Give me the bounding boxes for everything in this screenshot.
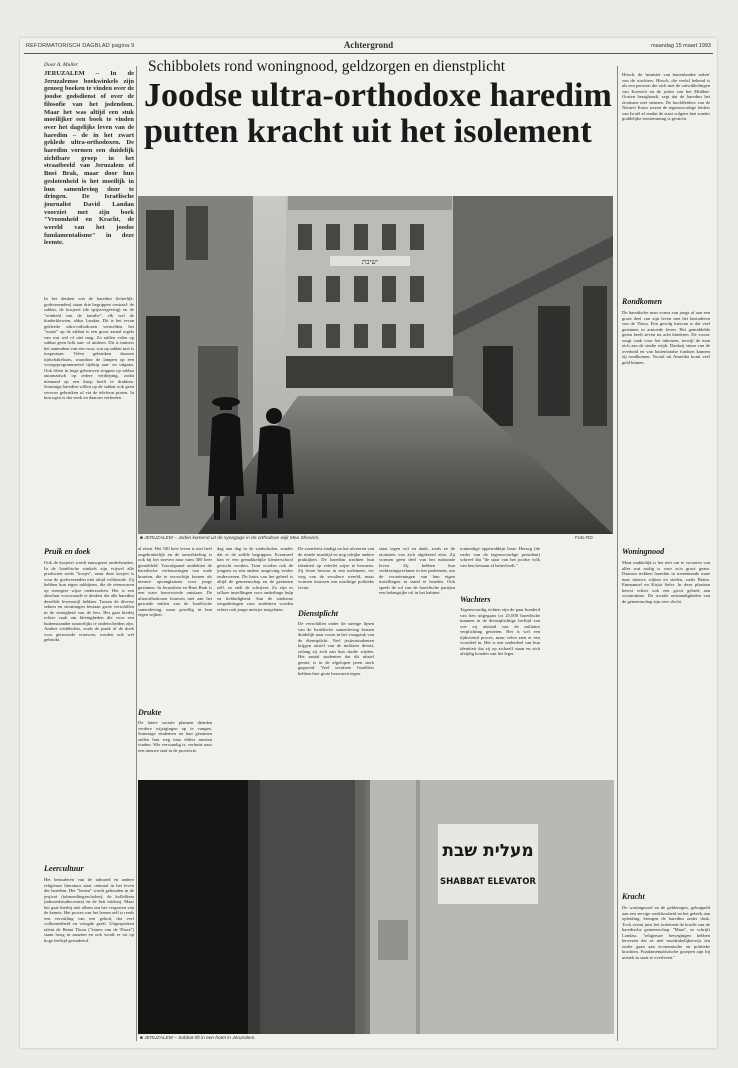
header-rule [24, 53, 713, 54]
section-heading-woningnood: Woningnood [622, 547, 665, 556]
section-heading-wachters: Wachters [460, 595, 491, 604]
photo-shabbat-elevator [138, 780, 614, 1034]
page-header [20, 40, 717, 54]
elevator-sign-english: SHABBAT ELEVATOR [440, 877, 536, 887]
section-heading-pruik: Pruik en doek [44, 547, 91, 556]
street-scene-illustration [138, 196, 613, 534]
section-heading-dienstplicht: Dienstplicht [298, 609, 339, 618]
section-drukte-body: De latere sociale plannen dienden verdere wijzigingen op te vangen. Sommige studenten en hun gezinnen zullen hun weg naar elders moeten vinden. Wie verstandig is, verhuist naar een nieuwe stad in de provincie. [138, 720, 212, 753]
section-title: Achtergrond [343, 40, 394, 50]
publication-name: REFORMATORISCH DAGBLAD pagina 9 [26, 43, 135, 49]
caption-bullet-icon: ■ [140, 536, 145, 541]
top-photo-credit: Foto RD [575, 536, 593, 541]
section-woningnood-body: Maar makkelijk is het niet om te voorzien van alles wat nodig is voor zo'n groot gezin. Daarom trekken haredim in toenemende mate naar nieuwe wijken en steden, zoals Beitar, Emmanuel en Kirjat Sefer. In deze plaatsen heerst echter ook een groot gebrek aan woonruimte. De sociale omstandigheden van de gemeenschap zijn zeer slecht. [622, 560, 710, 604]
section-heading-drukte: Drukte [138, 708, 162, 717]
headline-line-1: Joodse ultra-orthodoxe haredim [144, 77, 612, 114]
col7-body: Hirsch, de 'minister van buitenlandse zaken' van de wachters. Hirsch, die veelal bekend is als een persoon die zich met de ontwikkelingen van Koeweit en de joden van het Midden-Oosten bezighoudt, zegt dat de haredim het zionisme niet steunen. De hoofdleiders van de Neturei Karta wezen de tegenwoordige leiders van Israël af omdat de staat volgens hen zonder goddelijke toestemming is gesticht. [622, 72, 710, 121]
section-heading-rondkomen: Rondkomen [622, 297, 663, 306]
section-pruik-body: Ook de kosjeret wordt nauwgezet onderhouden. In de Israëlische winkels zijn vrijwel alle producten reeds "kosjer", maar deze kosjert is voor de godvrezenden niet altijd voldoende. Zij hebben hun eigen rabbijnen, die de etenswaren op strengere wijze onderzoeken. Het is een absoluut voorwaarde te denken dat alle haredim dezelfde levensstijl hebben. Tussen de diverse sekten en stromingen bestaan grote verschillen in de strengheid van de leer. Het gaat hierbij echter vaak om kleinigheden die voor een buitenstaander nauwelijks te onderscheiden zijn. Andere schibbolets, zoals de pruik of de doek voor getrouwde vrouwen, worden ook wel gebruikt. [44, 560, 134, 642]
column-rule [136, 66, 137, 1041]
top-photo-caption-text: JERUZALEM – Joden komend uit de synagoge in de orthodoxe wijk Mea Shearim. [144, 536, 320, 541]
section-leercultuur-body: Het bestuderen van de talmoed en andere religieuze literatuur staat centraal in het leven der haredim. Het "lernen" wordt gehouden in de jesjivot (talmoedhogescholen), de kollelliem (talmoedstudiecentra) en de beit midrasj. Maar het gaat hierbij niet alleen om het vergroten van de kennis. Het proces van het lernen zelf is reeds een vervulling van een gebod, dat veel volkomenheid en vreugde geeft. Uitgesproken talent de Benai Thora ("zonen van de Thora") staan hoog in aanzien en ook wordt er tot op hoge leeftijd gestudeerd. [44, 877, 134, 943]
section-kracht-body: De woningnood en de geldzorgen, gekoppeld aan een stevige werkloosheid en het gebrek aan opleiding, brengen de haredim onder druk. Toch vormt juist het isolement de kracht van de haredische gemeenschap. "Maar", zo schrijft Landau, "religieuze bewegingen hebben bewezen dat ze niet noodzakelijkerwijs ten onder gaan aan economische en politieke krachten. Fundamentalistische groepen zijn bij uitstek in staat te overleven." [622, 905, 710, 960]
bottom-photo-caption [140, 1036, 256, 1041]
elevator-sign-hebrew: מעלית שבת [442, 841, 534, 861]
col3-body: dag aan dag in de stadscholen, zonder dat er de zelfde begrippen. Eventueel kan er een gemakkelijke kleuterschool gesticht worden. Toen worden ook de jongens in een andere omgeving verder onderwezen. De basis van het geheel is altijd de gemeenschap en de gezinnen zelf, zo stelt de schrijver. Zo zijn er talloze instellingen voor onderlinge hulp en liefdadigheid. Aan de stiekeme vergaderingen voor studenten worden echter ook jonge meisjes toegelaten. [217, 546, 293, 612]
headline-line-2: putten kracht uit het isolement [144, 113, 592, 150]
section-heading-leercultuur: Leercultuur [44, 864, 84, 873]
photo-mea-shearim [138, 196, 613, 534]
elevator-illustration [138, 780, 614, 1034]
top-photo-caption [140, 536, 320, 541]
column-rule [617, 66, 618, 1041]
col1-body: In het denken van de haredim (letterlijk: godvrezenden) staan drie begrippen centraal: de sabbat, de kosjeret (de spijswetgeving) en de "reinheid van de familie", elk wel de kinderklewten, aldus Landau. Dit is het ervan gekleede ultra-orthodoxen vermelden het "ruster" op de sabbat is een groot aantal regels van wat wel of niet mag. Zo zullen velen op sabbat geen licht aan- of uitdoen. Dit is immers het aanmaken van een vuur, wat op sabbat niet is toegestaan. Velen gebruiken daarom tijdschakelaars, waardoor de lampen op een voorgeprogrammeerd tijdstip aan- en uitgaan. Ook liften in hoge gebouwen stoppen op sabbat automatisch op iedere verdieping, zodat niemand op een knop hoeft te drukken. Sommige haredim willen op de sabbat ook geen vervoer gebruiken of via de telefoon praten. In hun ogen is dat werk en daarom verboden. [44, 296, 134, 400]
col2-body: al eisen. Het 100 keer leven is niet heel ongebruikelijk en de ontwikkeling is ook bij het streven naar ruim 300 keer gemiddeld. Voorafgaand ontdekten de haredische verbouwingen van oude buurten, die te voorschijn komen als nieuwe opvanghuizen voor jonge gezinnen. In Jeruzalem en Bnei Brak is een ware bouwwoede ontstaan. De ultraorthodoxen bouwen niet aan het gezonde milieu van de Israëlische samenleving, maar gezellig in hun eigen wijken. [138, 546, 212, 617]
section-wachters-body: Tegenwoordig richten zijn de paar honderd van hen uitgegaan tot 25.000 haredische mannen in de dienstplichtige leeftijd van wie zij afstand van de militaire verplichting genieten. Het is wel een tijdrovend proces, maar velen zien er een voordeel in. Het is een onderdeel van hun identiteit dat zij op zichzelf staan en zich afzijdig houden van het leger. [460, 607, 540, 656]
col6-body: tommalige opperrabbijn Isaac Herzog (de vader van de tegenwoordige president) schreef dat "de staat van het joodse volk van hen bestaan af beïnvloedt." [460, 546, 540, 568]
byline: Door A. Muller [44, 62, 78, 68]
col5-body: staat tegen wil en dank, zoals ze de zionisten van zich afgekeerd zien. Zij vormen geen deel van het nationale leven. Zij hebben hun verkiezingsreclame in het parlement, om de voorzieningen van hun eigen instellingen in stand te houden. Ook speelt de rol van de haredische partijen een belangrijke rol in het kabinet. [379, 546, 455, 595]
section-dienstplicht-body: De verschillen onder de strenge lijnen van de Israëlische samenleving komen duidelijk naar voren in het vraagstuk van de dienstplicht. Veel jesjivastudenten krijgen uitstel van de militaire dienst, zolang zij zich aan hun studie wijden. Het aantal studenten dat dit uitstel geniet, is in de afgelopen jaren sterk gegroeid. Veel seculiere Israëliërs hebben hier grote bezwaren tegen. [298, 621, 374, 676]
section-heading-kracht: Kracht [622, 892, 645, 901]
building-sign: ישיבת [361, 258, 379, 266]
newspaper-page [20, 38, 717, 1048]
col4-body: De zoenfeest eindigt na het afvoeren van de rituele maaltijd en nog talrijke andere praktijken. De haredim trachten hun identiteit op velerlei wijze te bewaren. Zij leven bewust in een isolement, ver weg van de seculiere wereld, maar vormen intussen een machtige politieke factor. [298, 546, 374, 590]
article-subhead: Schibbolets rond woningnood, geldzorgen en dienstplicht [148, 58, 506, 75]
publication-date: maandag 15 maart 1993 [651, 43, 711, 49]
article-lead: JERUZALEM – In de Jeruzalemse boekwinkels zijn genoeg boeken te vinden over de joodse godsdienst of over de filosofie van het jodendom. Maar het was altijd een stuk moeilijker een boek te vinden over het dagelijks leven van de haredim – de in het zwart geklede ultra-orthodoxen. De haredim vormen een duidelijk zichtbare groep in het straatbeeld van Jeruzalem of Bnei Brak, maar door hun geslotenheid is het moeilijk in hun samenleving door te dringen. De Israëlische journalist David Landau voorziet met zijn boek "Vroomheid en Kracht, de wereld van het joodse fundamentalisme" in deze leemte. [44, 70, 134, 247]
caption-bullet-icon: ■ [140, 1036, 145, 1041]
section-rondkomen-body: De haredische man vormt van jongs af aan een groot deel van zijn leven met het bestuderen van de Thora. Een gevolg hiervan is dat veel gezinnen in armoede leven. Het gemiddelde gezin heeft zeven tot acht kinderen. De vrouw zorgt vaak voor het inkomen, terwijl de man zich aan de studie wijdt. Dankzij steun van de overheid en van buitenlandse fondsen kunnen zij rondkomen. Vooral uit Amerika komt veel geld binnen. [622, 310, 710, 365]
bottom-photo-caption-text: JERUZALEM – Sabbat-lift in een hotel in Jeruzalem. [144, 1036, 256, 1041]
